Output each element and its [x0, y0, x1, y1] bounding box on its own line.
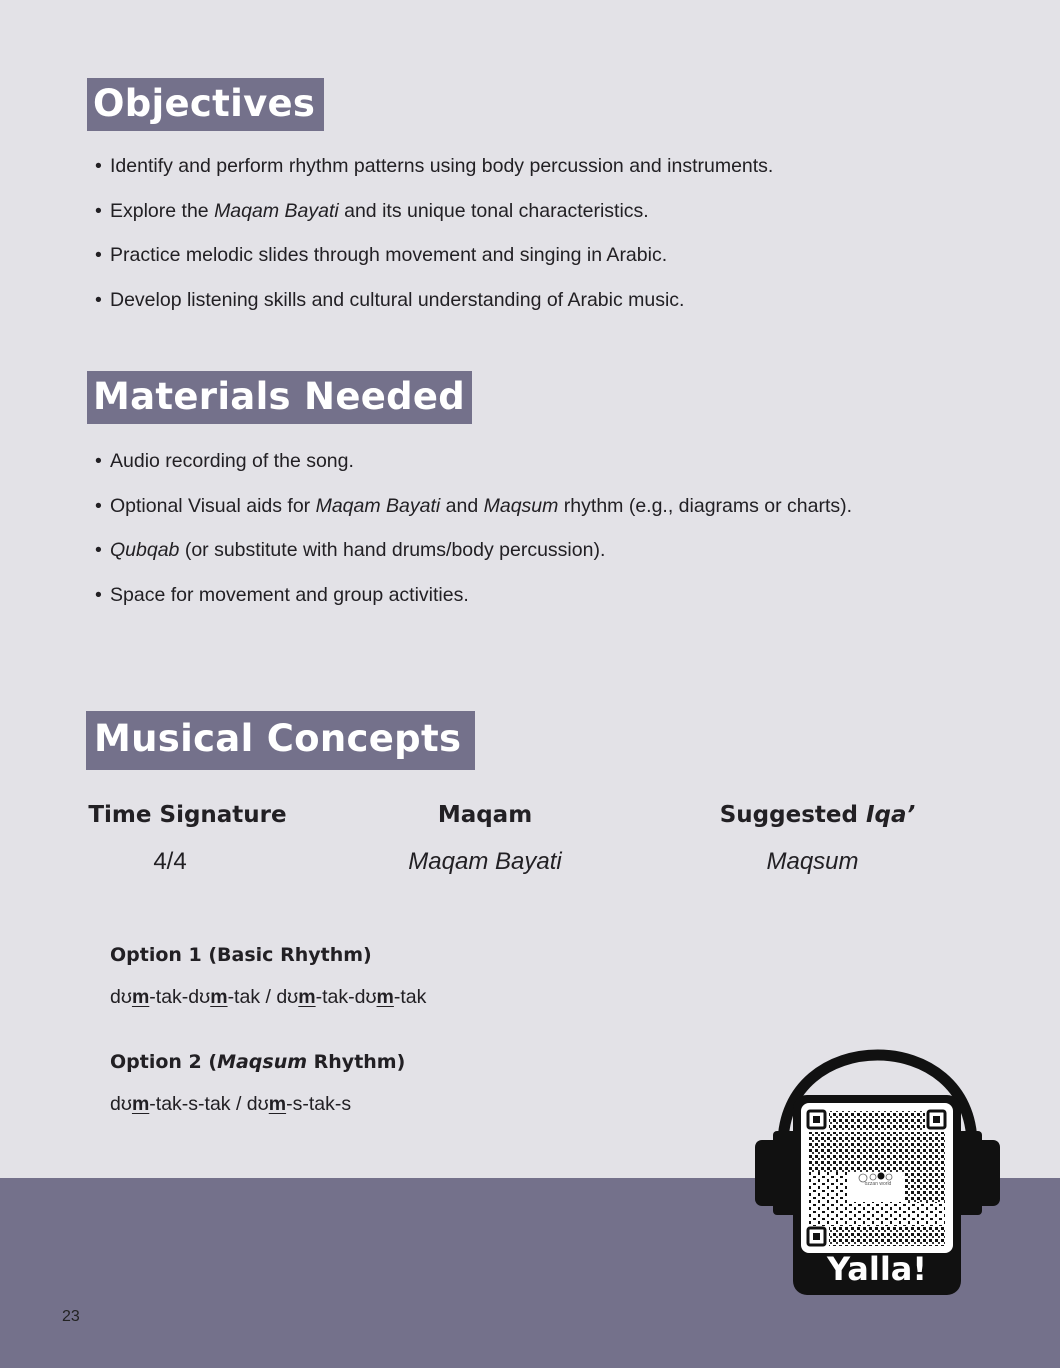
time-signature-label: Time Signature: [88, 802, 287, 828]
qr-code-widget[interactable]: [755, 1035, 1000, 1297]
materials-list: [95, 446, 852, 625]
materials-heading: Materials Needed: [87, 371, 472, 424]
maqam-column: [380, 802, 590, 876]
list-item: • Practice melodic slides through movement and singing in Arabic.: [95, 240, 773, 285]
suggested-iqa-column: [710, 802, 925, 876]
option-2-title: Option 2 (Maqsum Rhythm): [110, 1051, 406, 1073]
qr-logo-text: ozzan world: [864, 1181, 892, 1187]
list-item: • Develop listening skills and cultural understanding of Arabic music.: [95, 285, 773, 330]
page-number: 23: [62, 1308, 80, 1325]
musical-concepts-heading: Musical Concepts: [86, 711, 475, 770]
maqam-value: Maqam Bayati: [408, 848, 562, 875]
option-1-title: Option 1 (Basic Rhythm): [110, 944, 372, 966]
suggested-iqa-value: Maqsum: [766, 848, 859, 875]
option-1-rhythm: dʊm-tak-dʊm-tak / dʊm-tak-dʊm-tak: [110, 986, 427, 1008]
list-item: • Space for movement and group activities.: [95, 580, 852, 625]
list-item: • Qubqab (or substitute with hand drums/body percussion).: [95, 535, 852, 580]
list-item: • Optional Visual aids for Maqam Bayati and Maqsum rhythm (e.g., diagrams or charts).: [95, 491, 852, 536]
list-item: • Audio recording of the song.: [95, 446, 852, 491]
list-item: • Identify and perform rhythm patterns using body percussion and instruments.: [95, 151, 773, 196]
time-signature-value: 4/4: [153, 848, 187, 875]
list-item: • Explore the Maqam Bayati and its unique tonal characteristics.: [95, 196, 773, 241]
time-signature-column: [85, 802, 290, 876]
option-2-rhythm: dʊm-tak-s-tak / dʊm-s-tak-s: [110, 1093, 352, 1115]
maqam-label: Maqam: [437, 802, 533, 828]
suggested-iqa-label: Suggested Iqa’: [719, 802, 916, 828]
objectives-list: [95, 151, 773, 330]
qr-yalla-label: Yalla!: [827, 1250, 927, 1288]
objectives-heading: Objectives: [87, 78, 324, 131]
